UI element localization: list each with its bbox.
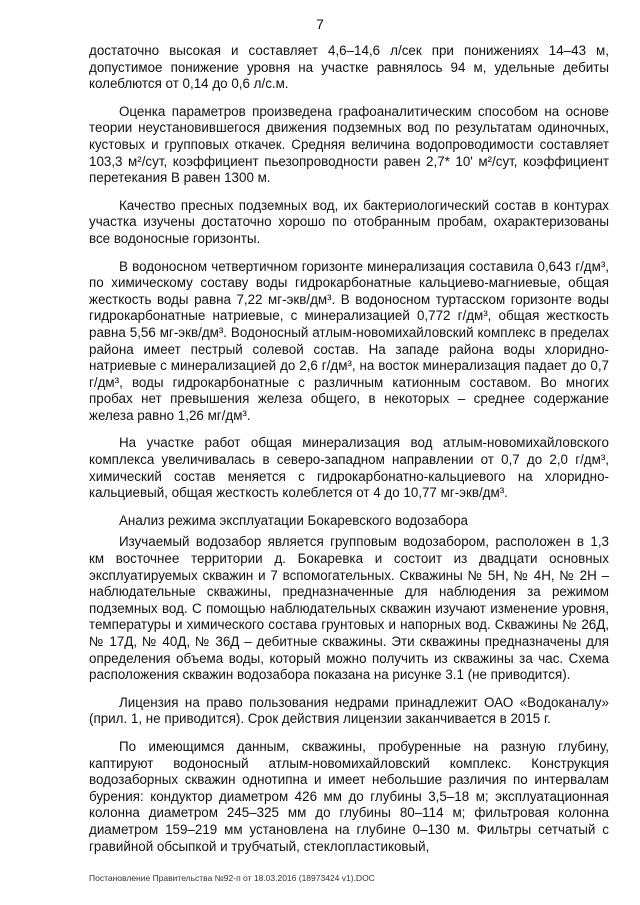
paragraph-parameter-estimation: Оценка параметров произведена графоаналитическим способом на основе теории неустановившегося движения подземных вод по результатам одиночных, кустовых и групповых откачек. Средняя величина водопроводимости составляет 103,3 м²/сут, коэффициент пьезопроводности равен 2,7* 10' м²/сут, коэффициент перетекания В равен 1300 м. [89,103,609,186]
paragraph-water-intake: Изучаемый водозабор является групповым водозабором, расположен в 1,3 км восточнее территории д. Бокаревка и состоит из двадцати основных эксплуатируемых скважин и 7 вспомогательных. Скважины № 5Н, № 4Н, № 2Н – наблюдательные скважины, предназначенные для наблюдения за режимом подземных вод. С помощью наблюдательных скважин изучают изменение уровня, температуры и химического состава грунтовых и напорных вод. Скважины № 26Д, № 17Д, № 40Д, № 36Д – дебитные скважины. Эти скважины предназначены для определения объема воды, который можно получить из скважины за час. Схема расположения скважин водозабора показана на рисунке 3.1 (не приводится). [89,534,609,683]
document-body [89,43,609,866]
paragraph-well-construction: По имеющимся данным, скважины, пробуренные на разную глубину, каптируют водоносный атлым-новомихайловский комплекс. Конструкция водозаборных скважин однотипна и имеет небольшие различия по интервалам бурения: кондуктор диаметром 426 мм до глубины 3,5–18 м; эксплуатационная колонна диаметром 245–325 мм до глубины 80–114 м; фильтровая колонна диаметром 159–219 мм установлена на глубине 0–130 м. Фильтры сетчатый с гравийной обсыпкой и трубчатый, стеклопластиковый, [89,738,609,854]
paragraph-site-mineralization: На участке работ общая минерализация вод атлым-новомихайловского комплекса увеличивалась в северо-западном направлении от 0,7 до 2,0 г/дм³, химический состав меняется с гидрокарбонатно-кальциевого на хлоридно-кальциевый, общая жесткость колеблется от 4 до 10,77 мг-экв/дм³. [89,435,609,501]
paragraph-license: Лицензия на право пользования недрами принадлежит ОАО «Водоканалу» (прил. 1, не приводится). Срок действия лицензии заканчивается в 2015 г. [89,694,609,727]
section-heading: Анализ режима эксплуатации Бокаревского водозабора [119,512,468,528]
paragraph-mineralization: В водоносном четвертичном горизонте минерализация составила 0,643 г/дм³, по химическому составу воды гидрокарбонатные кальциево-магниевые, общая жесткость воды равна 7,22 мг-экв/дм³. В водоносном туртасском горизонте воды гидрокарбонатные натриевые, с минерализацией 0,772 г/дм³, общая жесткость равна 5,56 мг-экв/дм³. Водоносный атлым-новомихайловский комплекс в пределах района имеет пестрый солевой состав. На западе района воды хлоридно-натриевые с минерализацией до 2,6 г/дм³, на восток минерализация падает до 0,7 г/дм³, воды гидрокарбонатные с различным катионным составом. Во многих пробах нет превышения железа общего, в некоторых – среднее содержание железа равно 1,26 мг/дм³. [89,258,609,423]
page-number: 7 [316,16,324,32]
paragraph-water-quality: Качество пресных подземных вод, их бактериологический состав в контурах участка изучены достаточно хорошо по отобранным пробам, охарактеризованы все водоносные горизонты. [89,197,609,246]
paragraph-flow-rates: достаточно высокая и составляет 4,6–14,6 л/сек при понижениях 14–43 м, допустимое понижение уровня на участке равнялось 94 м, удельные дебиты колеблются от 0,14 до 0,6 л/с.м. [89,43,609,92]
document-footer: Постановление Правительства №92-п от 18.03.2016 (18973424 v1).DOC [89,873,375,883]
